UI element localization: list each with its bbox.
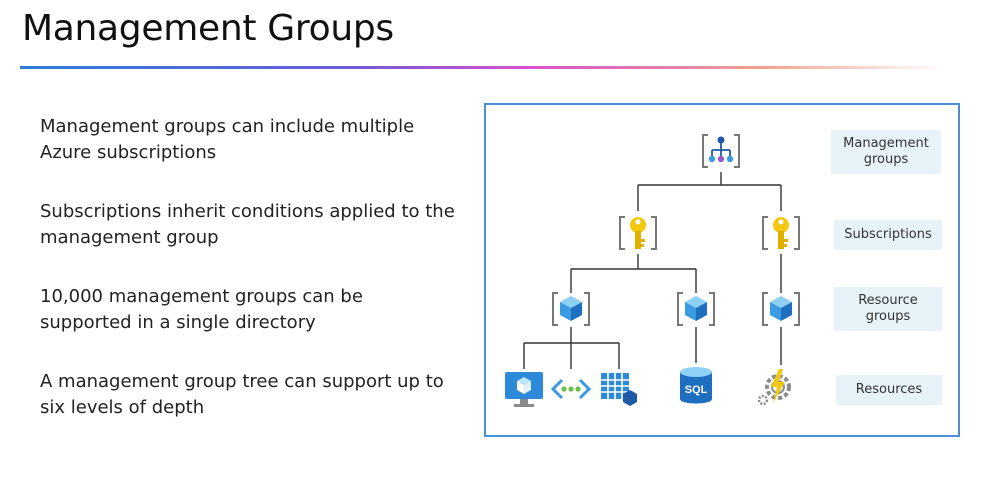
bullet-list bbox=[40, 114, 460, 454]
subscription-key-icon bbox=[616, 211, 660, 255]
resource-group-icon bbox=[549, 287, 593, 331]
bullet-item: Subscriptions inherit conditions applied to the management group bbox=[40, 201, 455, 248]
management-group-icon bbox=[699, 129, 743, 173]
bullet-item: Management groups can include multiple Azure subscriptions bbox=[40, 116, 415, 163]
title-underline bbox=[20, 66, 945, 69]
virtual-network-icon bbox=[549, 367, 593, 411]
bullet-item: 10,000 management groups can be supported in a single directory bbox=[40, 286, 363, 333]
hierarchy-diagram bbox=[484, 103, 960, 437]
resource-group-icon bbox=[674, 287, 718, 331]
storage-table-icon bbox=[597, 367, 641, 411]
sql-text: SQL bbox=[684, 384, 708, 396]
level-label-management-groups: Management groups bbox=[831, 130, 941, 174]
resource-group-icon bbox=[759, 287, 803, 331]
page-title: Management Groups bbox=[22, 8, 394, 49]
bullet-item: A management group tree can support up to six levels of depth bbox=[40, 371, 444, 418]
sql-database-icon bbox=[674, 363, 718, 407]
subscription-key-icon bbox=[759, 211, 803, 255]
level-label-subscriptions: Subscriptions bbox=[834, 220, 942, 250]
level-label-resources: Resources bbox=[836, 375, 942, 405]
automation-gear-icon bbox=[754, 365, 798, 409]
level-label-resource-groups: Resource groups bbox=[834, 287, 942, 331]
virtual-machine-icon bbox=[502, 367, 546, 411]
